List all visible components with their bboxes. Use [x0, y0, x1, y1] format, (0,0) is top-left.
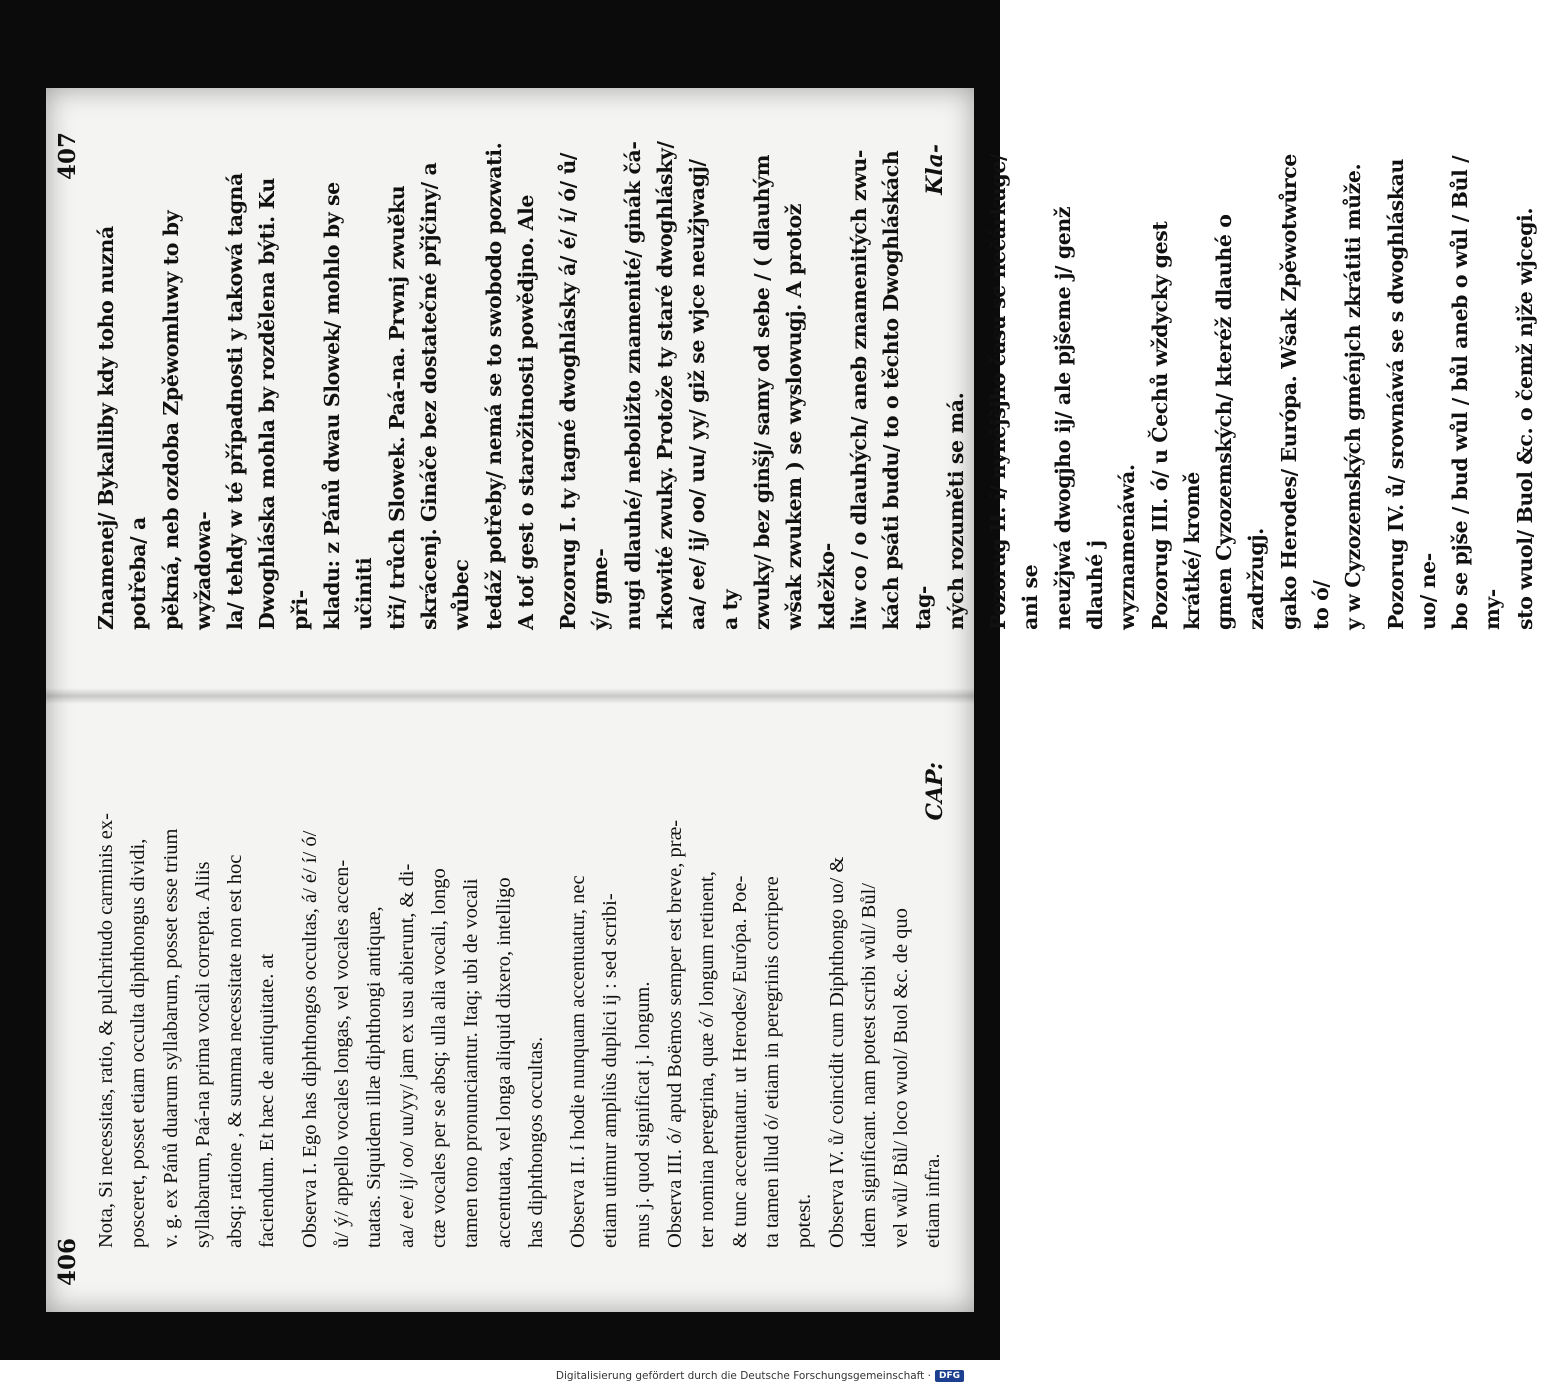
right-page-line: bo se pjše / bud wůl / bůl aneb o wůl / Bůl / my- [1448, 155, 1505, 630]
right-page-line: neužjwá dwogjho ij/ ale pjšeme j/ genž dlauhé j [1050, 206, 1107, 630]
left-page-line: mus j. quod significat j. longum. [631, 981, 654, 1248]
right-page-line: nugi dlauhé/ neboližto znamenité/ ginák čá- [620, 141, 645, 630]
right-page-line: wšak zwukem ) se wyslowugj. A protož kdežko- [782, 203, 839, 630]
left-page-line: Observa III. ó/ apud Boëmos semper est breve, præ- [664, 819, 687, 1248]
footer-credit [556, 1369, 964, 1383]
right-page-line: zwuky/ bez ginšj/ samy od sebe / ( dlauhým [749, 155, 774, 630]
right-page-line: Znamenej/ Bykalliby kdy toho nuzná potřeba/ a [94, 226, 151, 630]
left-page-line: syllabarum, Paá-na prima vocali correpta. Aliis [191, 861, 214, 1248]
left-page-line [284, 758, 294, 1248]
right-page-line: Pozorug IV. ů/ srownáwá se s dwoghláskau uo/ ne- [1383, 159, 1440, 630]
right-page-line: Pozorug I. ty tagné dwoghlásky á/ é/ í/ ó/ ů/ ý/ gme- [556, 152, 613, 630]
footer-credit-text: Digitalisierung gefördert durch die Deutsche Forschungsgemeinschaft · [555, 1370, 931, 1382]
right-page-line [542, 140, 552, 630]
right-page-line: rkowité zwuky. Protože ty staré dwoghlásky/ [653, 141, 678, 630]
left-page-line: posceret, posset etiam occulta diphthongus dividi, [127, 838, 150, 1248]
left-page-line: v. g. ex Pánů duarum syllabarum, posset esse trium [159, 828, 182, 1248]
right-page-line: wyznamenáwá. [1115, 464, 1140, 630]
right-page-line: gako Herodes/ Európa. Wšak Zpěwotwůrce to ó/ [1276, 154, 1333, 630]
left-page-line: Observa I. Ego has diphthongos occultas, á/ é/ í/ ó/ [298, 830, 321, 1248]
right-page-line: pěkná, neb ozdoba Zpěwomluwy to by wyžadowa- [158, 210, 215, 630]
left-page-line [552, 758, 562, 1248]
right-page-line: Pozorug II. í/ nynějšjho času se nečárkuge/ ani se [986, 153, 1043, 630]
right-page-line: la/ tehdy w té případnosti y takowá tagná [223, 173, 248, 630]
left-page [46, 706, 968, 1306]
left-page-line: Nota, Si necessitas, ratio, & pulchritudo carminis ex- [95, 813, 117, 1248]
left-page-line: ter nomina peregrina, quæ ó/ longum retinent, [696, 871, 719, 1248]
left-page-line: ů/ ý/ appello vocales longas, vel vocales accen- [331, 859, 354, 1248]
left-page-line: aa/ ee/ ij/ oo/ uu/yy/ jam ex usu abierunt, & di- [395, 863, 418, 1248]
left-page-text [90, 758, 950, 1248]
right-page-number: 407 [54, 132, 81, 181]
left-page-line: vel wůl/ Bůl/ loco wuol/ Buol &c. de quo [890, 908, 913, 1248]
right-page-line: kladu: z Pánů dwau Slowek/ mohlo by se učiniti [320, 182, 377, 630]
left-page-line: Observa II. í hodie nunquam accentuatur, nec [567, 875, 590, 1248]
left-page-line: idem significant. nam potest scribi wůl/ Bůl/ [857, 883, 880, 1248]
left-page-line: tamen tono pronunciantur. Itaq; ubi de vocali [460, 878, 483, 1248]
right-page-line [1370, 140, 1380, 630]
right-catchword: Kla- [922, 144, 948, 195]
right-page-line: tři/ trůch Slowek. Paá-na. Prwnj zwuěku [384, 185, 409, 630]
book-spine [46, 688, 974, 704]
right-page-line: sto wuol/ Buol &c. o čemž njže wjcegi. [1512, 207, 1537, 630]
left-page-line: etiam infra. [922, 1153, 945, 1248]
right-page-line: skrácenj. Gináče bez dostatečné přjčiny/ a wůbec [416, 162, 474, 630]
right-page-line: kách psáti budu/ to o těchto Dwoghláskách tag- [879, 150, 936, 630]
right-page-text [90, 140, 1541, 630]
left-page-line: has diphthongos occultas. [524, 1036, 547, 1248]
right-page-line: A toť gest o starožitnosti powědjno. Ale [513, 195, 538, 630]
left-page-line: potest. [793, 1193, 816, 1248]
left-page-line: etiam utimur ampliùs duplici ij : sed scribi- [599, 893, 622, 1248]
right-page-line [972, 140, 982, 630]
right-page-line: liw co / o dlauhých/ aneb znamenitých zwu- [846, 150, 871, 630]
right-page-line: y w Cyzozemských gménjch zkrátiti může. [1341, 163, 1366, 630]
dfg-logo: DFG [935, 1370, 964, 1382]
left-page-line: absq; ratione , & summa necessitate non est hoc [224, 854, 247, 1248]
left-page-line: tuatas. Siquidem illæ diphthongi antiquæ, [363, 906, 386, 1248]
left-page-line: ta tamen illud ó/ etiam in peregrinis corripere [760, 876, 783, 1248]
book-spread [46, 88, 1537, 1312]
left-page-line: Observa IV. ů/ coincidit cum Diphthongo uo/ & [825, 856, 848, 1248]
right-page-line: Pozorug III. ó/ u Čechů wždycky gest krátké/ kromě [1147, 221, 1204, 630]
right-page-line: aa/ ee/ ij/ oo/ uu/ yy/ giž se wjce neužjwagj/ a ty [685, 159, 742, 630]
right-page-line: Dwoghláska mohla by rozdělena býti. Ku při- [255, 178, 312, 630]
right-page-line: gmen Cyzozemských/ kteréž dlauhé o zadržugj. [1212, 214, 1269, 630]
left-page-line: accentuata, vel longa aliquid dixero, intelligo [492, 877, 515, 1248]
left-page-line: ctæ vocales per se absq; ulla alia vocali, longo [427, 868, 450, 1248]
right-page-line: ných rozuměti se má. [943, 392, 968, 630]
left-page-line: faciendum. Et hæc de antiquitate. at [256, 953, 279, 1248]
right-page-line: tedáž potřeby/ nemá se to swobodo pozwati. [481, 142, 506, 630]
right-page [46, 96, 1537, 688]
left-page-line: & tunc accentuatur. ut Herodes/ Európa. Poe- [728, 875, 751, 1248]
left-catchword: CAP: [922, 762, 948, 821]
left-page-number: 406 [54, 1237, 81, 1286]
